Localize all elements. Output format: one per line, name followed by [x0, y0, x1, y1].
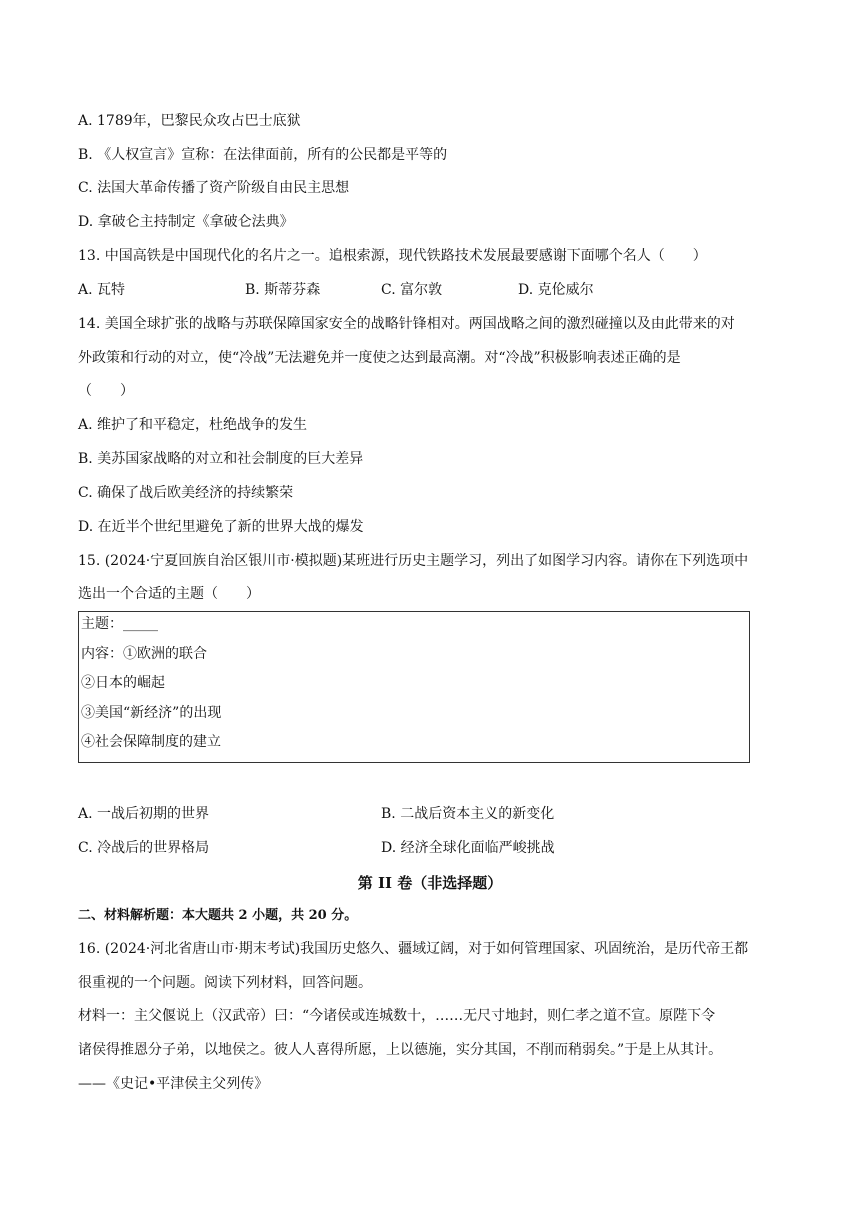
q13-option-c: C. 富尔敦	[381, 282, 443, 298]
section-title: 第 II 卷（非选择题）	[357, 874, 503, 892]
q15-box-theme: 主题：_____	[81, 616, 158, 632]
section2-heading: 二、材料解析题：本大题共 2 小题，共 20 分。	[78, 908, 358, 923]
q15-content-box	[78, 611, 750, 763]
q12-option-b: B. 《人权宣言》宣称：在法律面前，所有的公民都是平等的	[78, 147, 448, 163]
q16-material1-line1: 材料一：主父偃说上（汉武帝）曰：“今诸侯或连城数十，……无尺寸地封，则仁孝之道不宣。原陛下令	[78, 1008, 716, 1024]
q14-option-b: B. 美苏国家战略的对立和社会制度的巨大差异	[78, 451, 364, 467]
q13-stem: 13. 中国高铁是中国现代化的名片之一。追根索源，现代铁路技术发展最要感谢下面哪个名人（ ）	[78, 248, 707, 264]
q15-box-content4: ④社会保障制度的建立	[81, 734, 221, 750]
q14-option-c: C. 确保了战后欧美经济的持续繁荣	[78, 485, 294, 501]
q15-box-content1: 内容：①欧洲的联合	[81, 646, 207, 662]
q16-source: ——《史记•平津侯主父列传》	[78, 1076, 269, 1092]
q15-box-content3: ③美国“新经济”的出现	[81, 705, 222, 721]
q13-option-d: D. 克伦威尔	[518, 282, 594, 298]
q12-option-a: A. 1789年，巴黎民众攻占巴士底狱	[78, 113, 301, 129]
q16-stem-line1: 16. (2024·河北省唐山市·期末考试)我国历史悠久、疆域辽阔，对于如何管理国家、巩固统治，是历代帝王都	[78, 941, 749, 957]
q12-option-c: C. 法国大革命传播了资产阶级自由民主思想	[78, 180, 350, 196]
q13-option-a: A. 瓦特	[78, 282, 126, 298]
q16-material1-line2: 诸侯得推恩分子弟，以地侯之。彼人人喜得所愿，上以德施，实分其国，不削而稍弱矣。”于是上从其计。	[78, 1042, 723, 1058]
q14-option-a: A. 维护了和平稳定，杜绝战争的发生	[78, 417, 308, 433]
q14-option-d: D. 在近半个世纪里避免了新的世界大战的爆发	[78, 519, 364, 535]
q15-option-d: D. 经济全球化面临严峻挑战	[381, 840, 555, 856]
q15-stem-line1: 15. (2024·宁夏回族自治区银川市·模拟题)某班进行历史主题学习，列出了如图学习内容。请你在下列选项中	[78, 553, 749, 569]
q14-stem-line2: 外政策和行动的对立，使“冷战”无法避免并一度使之达到最高潮。对“冷战”积极影响表述正确的是	[78, 350, 681, 366]
q16-stem-line2: 很重视的一个问题。阅读下列材料，回答问题。	[78, 975, 372, 991]
q13-option-b: B. 斯蒂芬森	[245, 282, 321, 298]
q15-box-content2: ②日本的崛起	[81, 675, 165, 691]
q12-option-d: D. 拿破仑主持制定《拿破仑法典》	[78, 214, 294, 230]
q15-option-b: B. 二战后资本主义的新变化	[381, 806, 555, 822]
q15-option-c: C. 冷战后的世界格局	[78, 840, 210, 856]
q14-stem-line3: （ ）	[78, 383, 134, 399]
q15-stem-line2: 选出一个合适的主题（ ）	[78, 586, 260, 602]
q15-option-a: A. 一战后初期的世界	[78, 806, 210, 822]
q14-stem-line1: 14. 美国全球扩张的战略与苏联保障国家安全的战略针锋相对。两国战略之间的激烈碰撞以及由此带来的对	[78, 316, 735, 332]
